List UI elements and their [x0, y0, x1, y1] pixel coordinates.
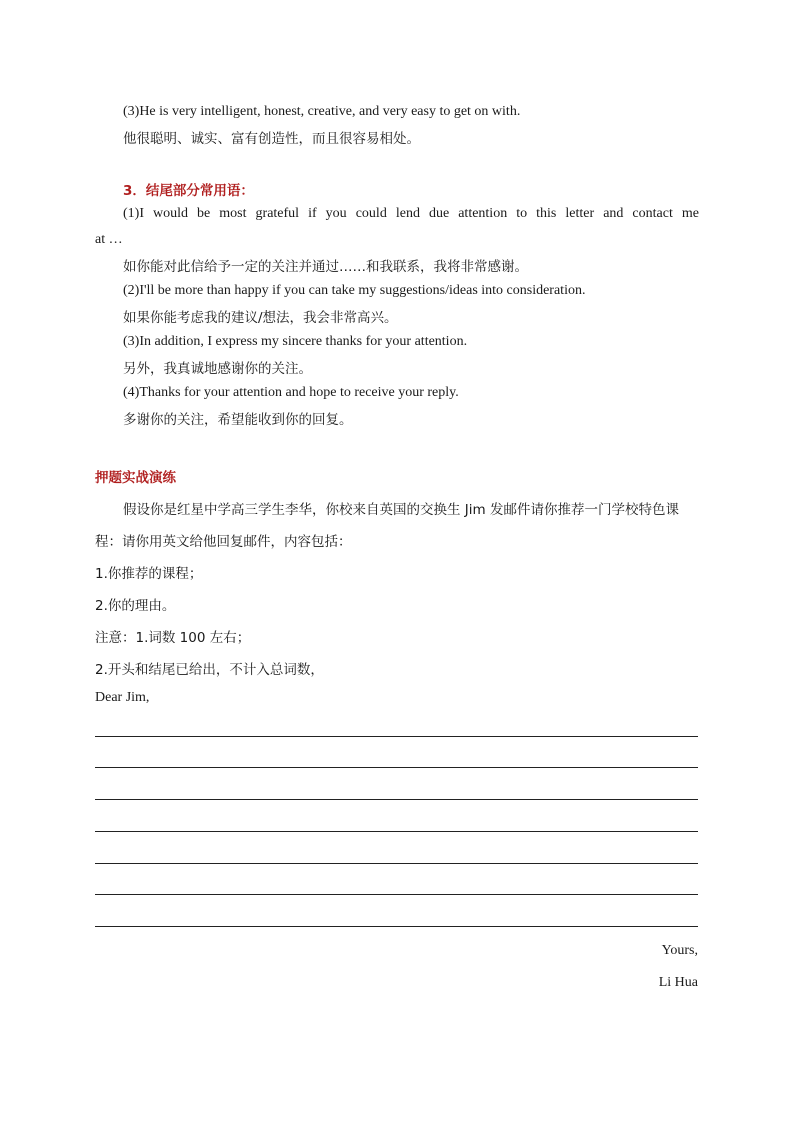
writing-line	[95, 799, 698, 800]
closing-item3-chinese: 另外，我真诚地感谢你的关注。	[123, 361, 312, 377]
practice-prompt-line2: 程：请你用英文给他回复邮件，内容包括：	[95, 534, 352, 550]
closing-section-heading: 3．结尾部分常用语：	[123, 183, 254, 199]
writing-line	[95, 736, 698, 737]
practice-point2: 2.你的理由。	[95, 598, 176, 614]
writing-line	[95, 831, 698, 832]
letter-closing: Yours,	[661, 943, 698, 958]
closing-item1-chinese: 如你能对此信给予一定的关注并通过……和我联系，我将非常感谢。	[123, 259, 528, 275]
closing-item4-english: (4)Thanks for your attention and hope to receive your reply.	[123, 385, 459, 400]
practice-heading: 押题实战演练	[95, 470, 176, 486]
closing-item2-chinese: 如果你能考虑我的建议/想法，我会非常高兴。	[123, 310, 398, 326]
item3-english: (3)He is very intelligent, honest, creative, and very easy to get on with.	[123, 104, 521, 119]
letter-signature: Li Hua	[658, 975, 698, 990]
writing-line	[95, 926, 698, 927]
writing-line	[95, 767, 698, 768]
closing-item2-english: (2)I'll be more than happy if you can take my suggestions/ideas into consideration.	[123, 283, 586, 298]
item3-chinese: 他很聪明、诚实、富有创造性，而且很容易相处。	[123, 131, 420, 147]
practice-point1: 1.你推荐的课程；	[95, 566, 203, 582]
practice-prompt-line1: 假设你是红星中学高三学生李华，你校来自英国的交换生 Jim 发邮件请你推荐一门学校特色课	[123, 502, 679, 518]
closing-item3-english: (3)In addition, I express my sincere thanks for your attention.	[123, 334, 468, 349]
writing-line	[95, 863, 698, 864]
practice-note2: 2.开头和结尾已给出，不计入总词数，	[95, 662, 324, 678]
writing-line	[95, 894, 698, 895]
closing-item1-english-line1: (1)I would be most grateful if you could lend due attention to this letter and contact me	[123, 206, 699, 221]
closing-item4-chinese: 多谢你的关注，希望能收到你的回复。	[123, 412, 353, 428]
letter-salutation: Dear Jim,	[95, 690, 150, 705]
closing-item1-english-line2: at …	[95, 232, 123, 247]
practice-note1: 注意：1.词数 100 左右；	[95, 630, 251, 646]
